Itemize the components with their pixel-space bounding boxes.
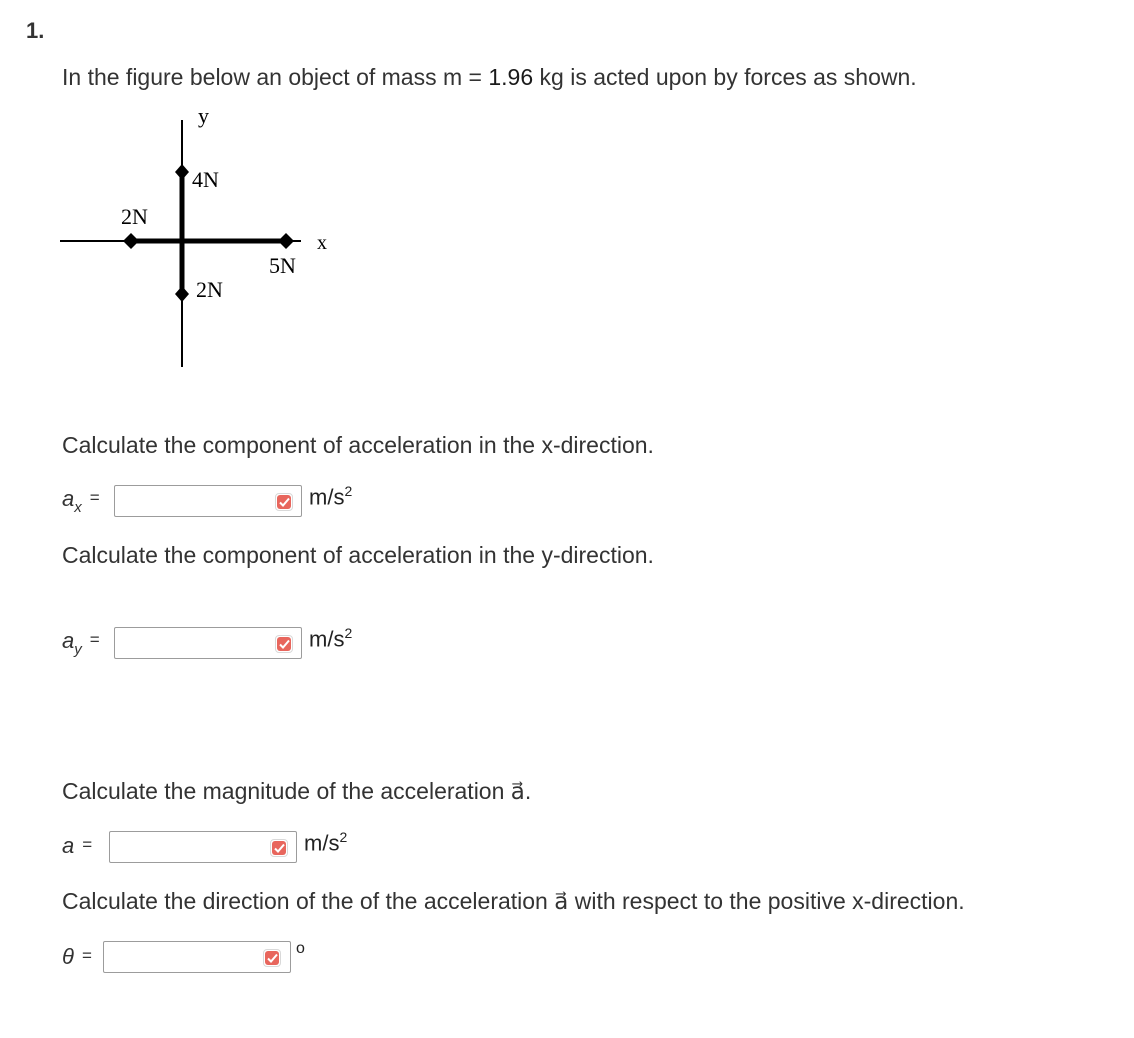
ax-answer-input[interactable] (114, 485, 302, 517)
y-axis-label: y (198, 103, 209, 128)
var-a-label (62, 833, 92, 859)
prompt-magnitude: Calculate the magnitude of the acceleration a⃗. (62, 778, 532, 804)
unit-text: m/s (309, 484, 345, 510)
var-symbol: a (62, 486, 75, 511)
checkmark-icon (272, 841, 286, 855)
prompt-x-component: Calculate the component of acceleration in the x-direction. (62, 432, 654, 458)
check-badge (263, 949, 281, 967)
prompt-y-component: Calculate the component of acceleration in the y-direction. (62, 542, 654, 568)
statement-prefix: In the figure below an object of mass m = (62, 64, 489, 90)
var-symbol: θ (62, 944, 74, 969)
unit-a (304, 829, 347, 856)
degree-unit: o (296, 940, 305, 957)
ay-answer-input[interactable] (114, 627, 302, 659)
check-badge (275, 635, 293, 653)
equals-sign: = (81, 946, 92, 965)
force-diagram (55, 100, 355, 375)
unit-text: m/s (309, 626, 345, 652)
var-subscript: x (74, 499, 82, 516)
force-label-right: 5N (269, 253, 296, 278)
checkmark-icon (265, 951, 279, 965)
var-symbol: a (62, 833, 75, 858)
unit-ay (309, 625, 352, 652)
unit-text: m/s (304, 830, 340, 856)
force-head-down (175, 286, 189, 302)
prompt-direction: Calculate the direction of the of the acceleration a⃗ with respect to the positive x-direction. (62, 888, 965, 914)
var-subscript: y (74, 641, 82, 658)
check-badge (275, 493, 293, 511)
statement-suffix: kg is acted upon by forces as shown. (533, 64, 917, 90)
var-ax-label (62, 486, 100, 516)
mass-value: 1.96 (488, 64, 534, 90)
var-theta-label (62, 944, 92, 970)
checkmark-icon (277, 637, 291, 651)
checkmark-icon (277, 495, 291, 509)
force-head-left (123, 233, 139, 249)
magnitude-answer-input[interactable] (109, 831, 297, 863)
force-label-left: 2N (121, 204, 148, 229)
unit-exponent: 2 (344, 625, 353, 641)
unit-ax (309, 483, 352, 510)
force-label-down: 2N (196, 277, 223, 302)
unit-exponent: 2 (339, 829, 348, 845)
force-head-up (175, 164, 189, 180)
equals-sign: = (89, 488, 100, 507)
force-label-up: 4N (192, 167, 219, 192)
force-head-right (278, 233, 294, 249)
problem-statement (62, 64, 917, 91)
var-ay-label (62, 628, 100, 658)
x-axis-label: x (317, 232, 327, 254)
check-badge (270, 839, 288, 857)
var-symbol: a (62, 628, 75, 653)
equals-sign: = (89, 630, 100, 649)
equals-sign: = (82, 835, 93, 854)
question-number: 1. (26, 18, 45, 43)
unit-exponent: 2 (344, 483, 353, 499)
